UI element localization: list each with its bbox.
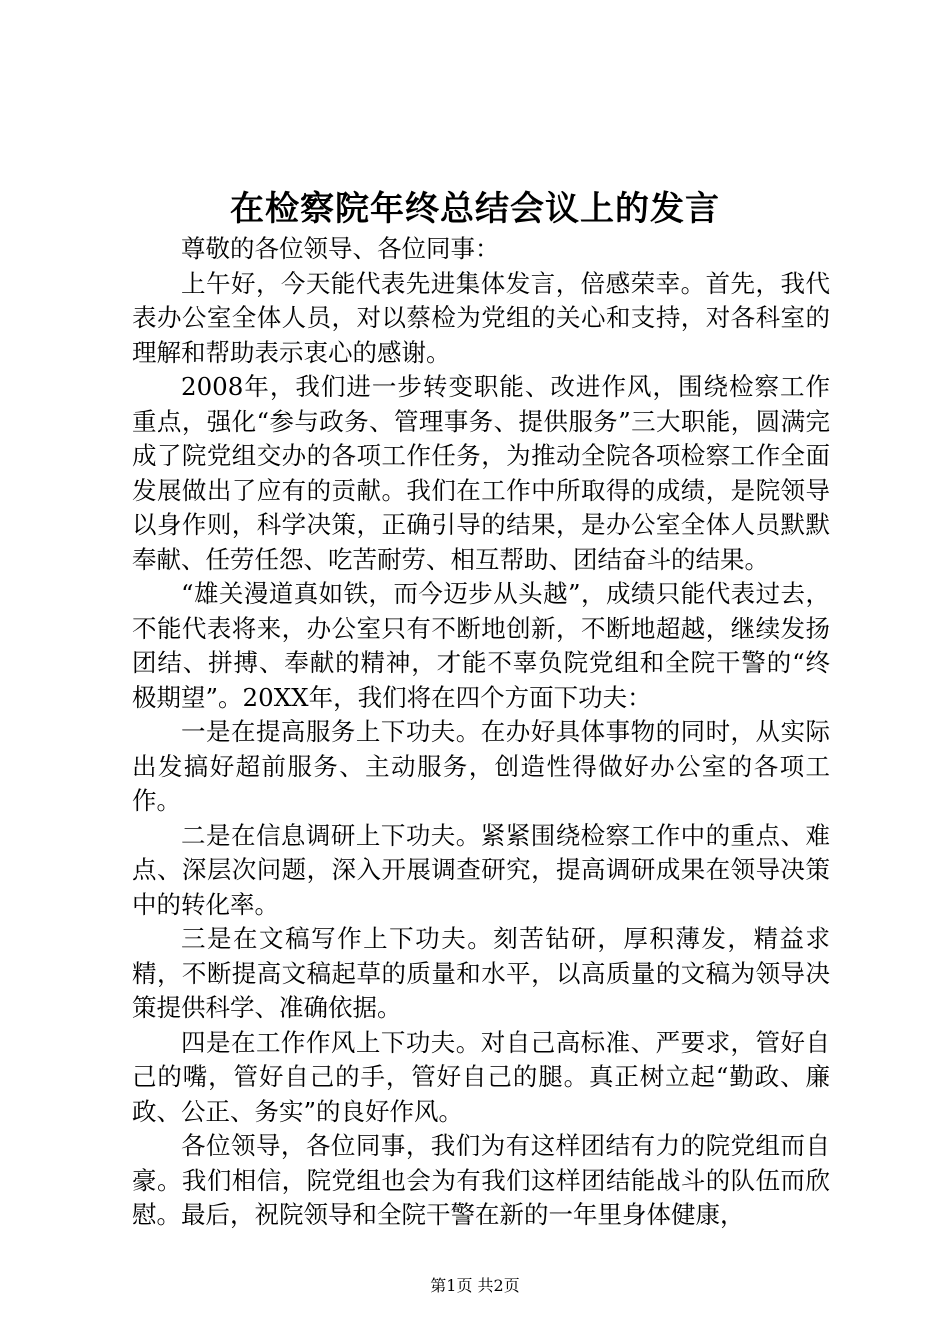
paragraph-outlook: “雄关漫道真如铁，而今迈步从头越”，成绩只能代表过去，不能代表将来，办公室只有不断地创新，不断地超越，继续发扬团结、拼搏、奉献的精神，才能不辜负院党组和全院干警的“终极期望”。20XX年，我们将在四个方面下功夫： <box>132 579 830 712</box>
document-title: 在检察院年终总结会议上的发言 <box>230 189 720 229</box>
paragraph-point-two: 二是在信息调研上下功夫。紧紧围绕检察工作中的重点、难点、深层次问题，深入开展调查研究，提高调研成果在领导决策中的转化率。 <box>132 820 830 919</box>
paragraph-closing: 各位领导，各位同事，我们为有这样团结有力的院党组而自豪。我们相信，院党组也会为有我们这样团结能战斗的队伍而欣慰。最后，祝院领导和全院干警在新的一年里身体健康， <box>132 1131 830 1229</box>
paragraph-point-one: 一是在提高服务上下功夫。在办好具体事物的同时，从实际出发搞好超前服务、主动服务，创造性得做好办公室的各项工作。 <box>132 717 830 815</box>
document-body <box>132 232 830 1233</box>
paragraph-achievements: 2008年，我们进一步转变职能、改进作风，围绕检察工作重点，强化“参与政务、管理事务、提供服务”三大职能，圆满完成了院党组交办的各项工作任务，为推动全院各项检察工作全面发展做出了应有的贡献。我们在工作中所取得的成绩，是院领导以身作则，科学决策，正确引导的结果，是办公室全体人员默默奉献、任劳任怨、吃苦耐劳、相互帮助、团结奋斗的结果。 <box>132 372 830 574</box>
page-number-footer: 第1页 共2页 <box>430 1276 520 1295</box>
paragraph-salutation: 尊敬的各位领导、各位同事： <box>181 234 500 263</box>
paragraph-point-four: 四是在工作作风上下功夫。对自己高标准、严要求，管好自己的嘴，管好自己的手，管好自己的腿。真正树立起“勤政、廉政、公正、务实”的良好作风。 <box>132 1027 830 1126</box>
paragraph-greeting: 上午好，今天能代表先进集体发言，倍感荣幸。首先，我代表办公室全体人员，对以蔡检为党组的关心和支持，对各科室的理解和帮助表示衷心的感谢。 <box>132 268 830 367</box>
paragraph-point-three: 三是在文稿写作上下功夫。刻苦钻研，厚积薄发，精益求精，不断提高文稿起草的质量和水平，以高质量的文稿为领导决策提供科学、准确依据。 <box>132 924 830 1022</box>
